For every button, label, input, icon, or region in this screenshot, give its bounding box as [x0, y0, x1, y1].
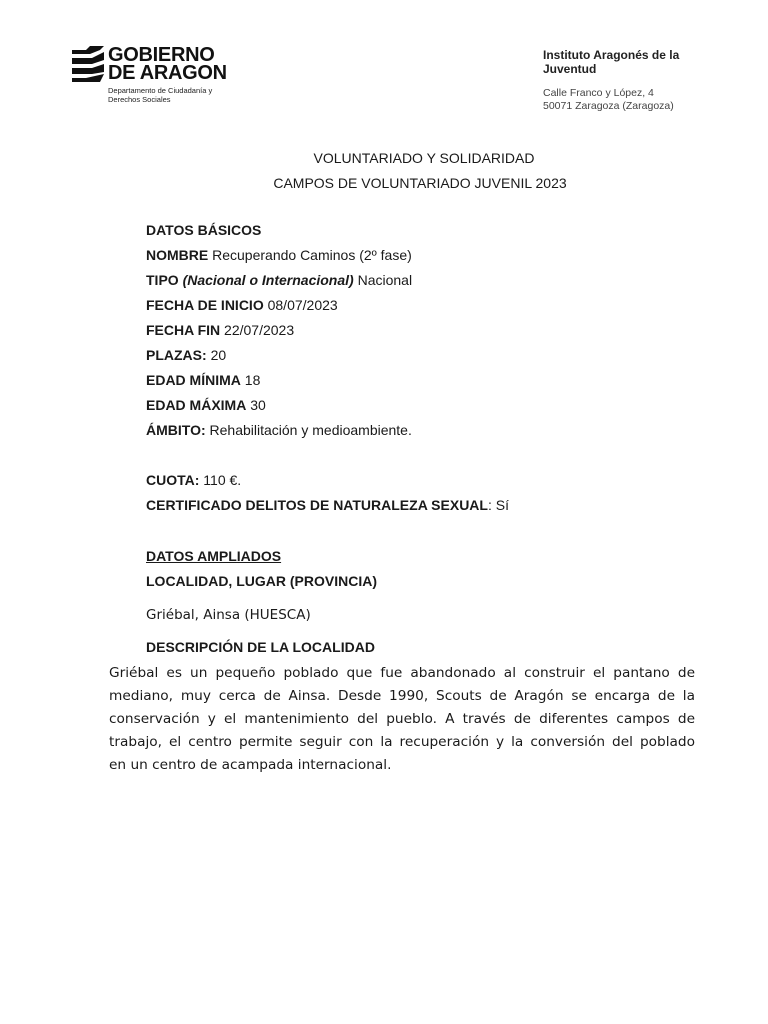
tipo-hint: (Nacional o Internacional)	[182, 272, 354, 288]
logo-department	[108, 86, 228, 104]
cuota-label: CUOTA:	[146, 472, 200, 488]
extended-data-heading: DATOS AMPLIADOS	[146, 548, 282, 564]
field-edad-maxima	[146, 393, 706, 418]
field-fecha-fin	[146, 318, 706, 343]
certificado-value: : Sí	[487, 497, 509, 513]
field-cuota	[146, 468, 706, 493]
descripcion-label: DESCRIPCIÓN DE LA LOCALIDAD	[146, 639, 375, 655]
nombre-value: Recuperando Caminos (2º fase)	[212, 247, 412, 263]
basic-data-heading: DATOS BÁSICOS	[146, 222, 262, 238]
descripcion-line: mediano, muy cerca de Ainsa. Desde 1990, Scouts de Aragón se encarga de la	[109, 688, 695, 704]
aragon-emblem-icon	[72, 46, 106, 82]
field-certificado	[146, 493, 706, 518]
field-edad-minima	[146, 368, 706, 393]
field-nombre	[146, 243, 706, 268]
field-fecha-inicio	[146, 293, 706, 318]
plazas-label: PLAZAS:	[146, 347, 207, 363]
tipo-label: TIPO	[146, 272, 179, 288]
localidad-value: Griébal, Ainsa (HUESCA)	[146, 607, 311, 623]
nombre-label: NOMBRE	[146, 247, 209, 263]
institute-line-2: Juventud	[543, 62, 597, 76]
descripcion-line: Griébal es un pequeño poblado que fue abandonado al construir el pantano de	[109, 665, 695, 681]
institute-name	[543, 48, 713, 76]
logo-line-2: DE ARAGON	[108, 62, 227, 84]
plazas-value: 20	[210, 347, 227, 363]
fecha-fin-value: 22/07/2023	[224, 322, 295, 338]
cuota-value: 110 €.	[203, 472, 242, 488]
fecha-inicio-value: 08/07/2023	[267, 297, 338, 313]
institute-block	[543, 48, 713, 113]
field-ambito	[146, 418, 706, 443]
title-line-2: CAMPOS DE VOLUNTARIADO JUVENIL 2023	[273, 175, 567, 191]
certificado-label: CERTIFICADO DELITOS DE NATURALEZA SEXUAL	[146, 497, 488, 513]
address-line-2: 50071 Zaragoza (Zaragoza)	[543, 100, 674, 112]
ambito-label: ÁMBITO:	[146, 422, 206, 438]
logo-sub-line-2: Derechos Sociales	[108, 95, 171, 104]
logo-sub-line-1: Departamento de Ciudadanía y	[108, 86, 213, 95]
institute-line-1: Instituto Aragonés de la	[543, 48, 680, 62]
logo-line-1: GOBIERNO	[108, 44, 215, 66]
ambito-value: Rehabilitación y medioambiente.	[209, 422, 412, 438]
edad-minima-value: 18	[244, 372, 261, 388]
field-tipo	[146, 268, 706, 293]
descripcion-paragraph	[109, 662, 695, 777]
field-plazas	[146, 343, 706, 368]
edad-maxima-label: EDAD MÁXIMA	[146, 397, 247, 413]
fecha-fin-label: FECHA FIN	[146, 322, 221, 338]
descripcion-line: trabajo, el centro permite seguir con la recuperación y la conversión del poblado	[109, 734, 695, 750]
tipo-value: Nacional	[357, 272, 413, 288]
gobierno-aragon-logo	[72, 44, 227, 104]
edad-maxima-value: 30	[250, 397, 266, 413]
descripcion-line: en un centro de acampada internacional.	[109, 757, 392, 773]
spacer	[146, 443, 706, 468]
document-header	[0, 0, 768, 120]
fecha-inicio-label: FECHA DE INICIO	[146, 297, 264, 313]
edad-minima-label: EDAD MÍNIMA	[146, 372, 241, 388]
basic-data-section	[146, 218, 706, 518]
address-line-1: Calle Franco y López, 4	[543, 87, 654, 99]
descripcion-line: conservación y el mantenimiento del pueblo. A través de diferentes campos de	[109, 711, 695, 727]
logo-title	[108, 46, 227, 82]
institute-address	[543, 87, 713, 113]
localidad-label: LOCALIDAD, LUGAR (PROVINCIA)	[146, 573, 377, 589]
title-line-1: VOLUNTARIADO Y SOLIDARIDAD	[313, 150, 535, 166]
extended-data-section	[146, 544, 706, 660]
document-titles	[0, 146, 768, 196]
